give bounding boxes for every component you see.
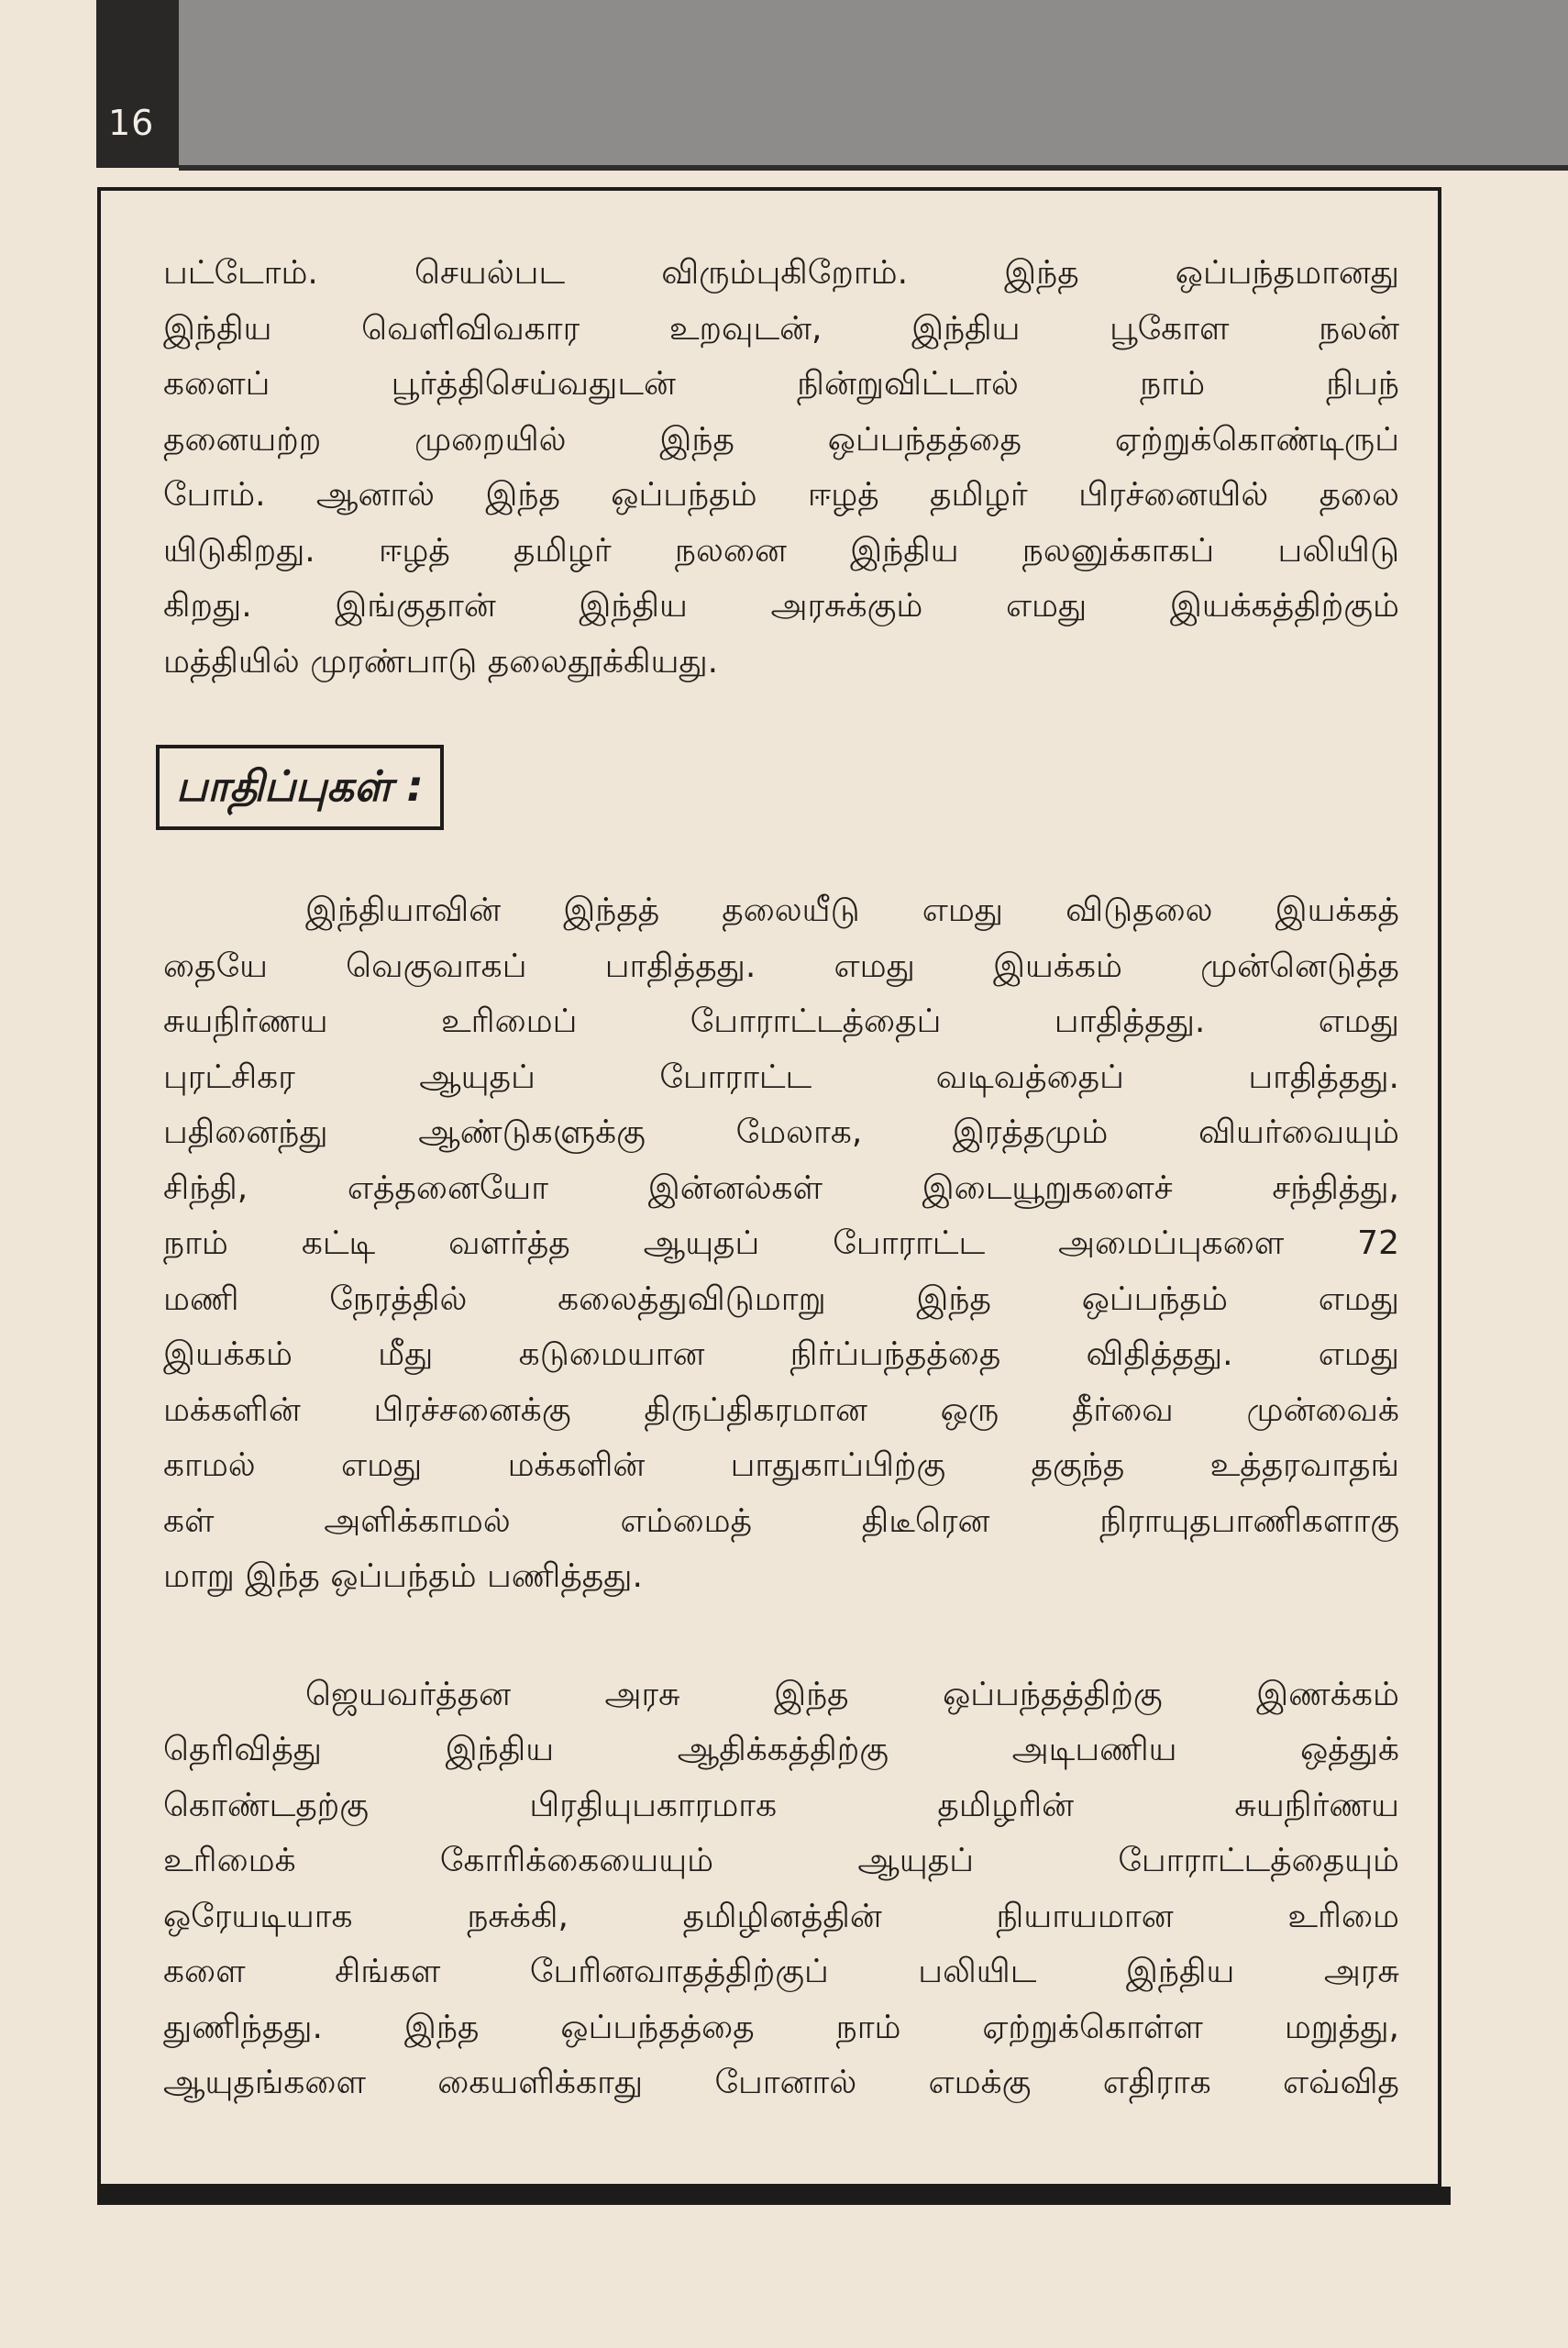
paragraph-line: தனையற்ற முறையில் இந்த ஒப்பந்தத்தை ஏற்றுக்கொண்டிருப் bbox=[163, 420, 1399, 459]
page-number: 16 bbox=[108, 103, 155, 143]
paragraph-line: தையே வெகுவாகப் பாதித்தது. எமது இயக்கம் முன்னெடுத்த bbox=[163, 947, 1399, 985]
paragraph-line: மக்களின் பிரச்சனைக்கு திருப்திகரமான ஒரு தீர்வை முன்வைக் bbox=[163, 1390, 1399, 1429]
paragraph-line: ஜெயவர்த்தன அரசு இந்த ஒப்பந்தத்திற்கு இணக்கம் bbox=[305, 1675, 1399, 1713]
page-content bbox=[163, 246, 1399, 2111]
paragraph-line: மணி நேரத்தில் கலைத்துவிடுமாறு இந்த ஒப்பந்தம் எமது bbox=[163, 1279, 1399, 1318]
paragraph-line: கொண்டதற்கு பிரதியுபகாரமாக தமிழரின் சுயநிர்ணய bbox=[163, 1786, 1399, 1824]
paragraph-line: உரிமைக் கோரிக்கையையும் ஆயுதப் போராட்டத்தையும் bbox=[163, 1842, 1399, 1879]
paragraph-2 bbox=[163, 883, 1399, 1605]
paragraph-3 bbox=[163, 1667, 1399, 2111]
paragraph-line: ஒரேயடியாக நசுக்கி, தமிழினத்தின் நியாயமான உரிமை bbox=[163, 1897, 1399, 1935]
paragraph-line: புரட்சிகர ஆயுதப் போராட்ட வடிவத்தைப் பாதித்தது. bbox=[163, 1058, 1399, 1096]
paragraph-line: கிறது. இங்குதான் இந்திய அரசுக்கும் எமது இயக்கத்திற்கும் bbox=[163, 587, 1399, 625]
paragraph-line: ஆயுதங்களை கையளிக்காது போனால் எமக்கு எதிராக எவ்வித bbox=[163, 2064, 1399, 2101]
paragraph-line: மாறு இந்த ஒப்பந்தம் பணித்தது. bbox=[163, 1557, 643, 1595]
paragraph-line: தெரிவித்து இந்திய ஆதிக்கத்திற்கு அடிபணிய ஒத்துக் bbox=[163, 1731, 1399, 1768]
paragraph-line: இயக்கம் மீது கடுமையான நிர்ப்பந்தத்தை விதித்தது. எமது bbox=[163, 1335, 1399, 1373]
header-grey-band bbox=[179, 0, 1568, 171]
paragraph-line: கள் அளிக்காமல் எம்மைத் திடீரென நிராயுதபாணிகளாகு bbox=[163, 1501, 1399, 1540]
paragraph-gap bbox=[163, 1605, 1399, 1667]
paragraph-line: காமல் எமது மக்களின் பாதுகாப்பிற்கு தகுந்த உத்தரவாதங் bbox=[163, 1446, 1399, 1484]
paragraph-line: நாம் கட்டி வளர்த்த ஆயுதப் போராட்ட அமைப்புகளை 72 bbox=[163, 1224, 1399, 1262]
paragraph-line: களைப் பூர்த்திசெய்வதுடன் நின்றுவிட்டால் நாம் நிபந் bbox=[163, 365, 1399, 403]
paragraph-line: பட்டோம். செயல்பட விரும்புகிறோம். இந்த ஒப்பந்தமானது bbox=[163, 254, 1399, 292]
paragraph-line: இந்தியாவின் இந்தத் தலையீடு எமது விடுதலை இயக்கத் bbox=[305, 892, 1399, 929]
paragraph-1 bbox=[163, 246, 1399, 690]
paragraph-line: துணிந்தது. இந்த ஒப்பந்தத்தை நாம் ஏற்றுக்கொள்ள மறுத்து, bbox=[163, 2008, 1399, 2046]
paragraph-line: மத்தியில் முரண்பாடு தலைதூக்கியது. bbox=[163, 642, 719, 681]
paragraph-line: யிடுகிறது. ஈழத் தமிழர் நலனை இந்திய நலனுக்காகப் பலியிடு bbox=[163, 531, 1399, 570]
paragraph-line: போம். ஆனால் இந்த ஒப்பந்தம் ஈழத் தமிழர் பிரச்னையில் தலை bbox=[163, 476, 1399, 514]
paragraph-line: இந்திய வெளிவிவகார உறவுடன், இந்திய பூகோள நலன் bbox=[163, 309, 1399, 348]
paragraph-line: களை சிங்கள பேரினவாதத்திற்குப் பலியிட இந்திய அரசு bbox=[163, 1953, 1399, 1990]
paragraph-line: பதினைந்து ஆண்டுகளுக்கு மேலாக, இரத்தமும் வியர்வையும் bbox=[163, 1113, 1399, 1151]
section-heading: பாதிப்புகள் : bbox=[156, 745, 444, 830]
paragraph-line: சிந்தி, எத்தனையோ இன்னல்கள் இடையூறுகளைச் சந்தித்து, bbox=[163, 1168, 1399, 1207]
bottom-rule bbox=[97, 2187, 1451, 2205]
paragraph-line: சுயநிர்ணய உரிமைப் போராட்டத்தைப் பாதித்தது. எமது bbox=[163, 1002, 1399, 1040]
